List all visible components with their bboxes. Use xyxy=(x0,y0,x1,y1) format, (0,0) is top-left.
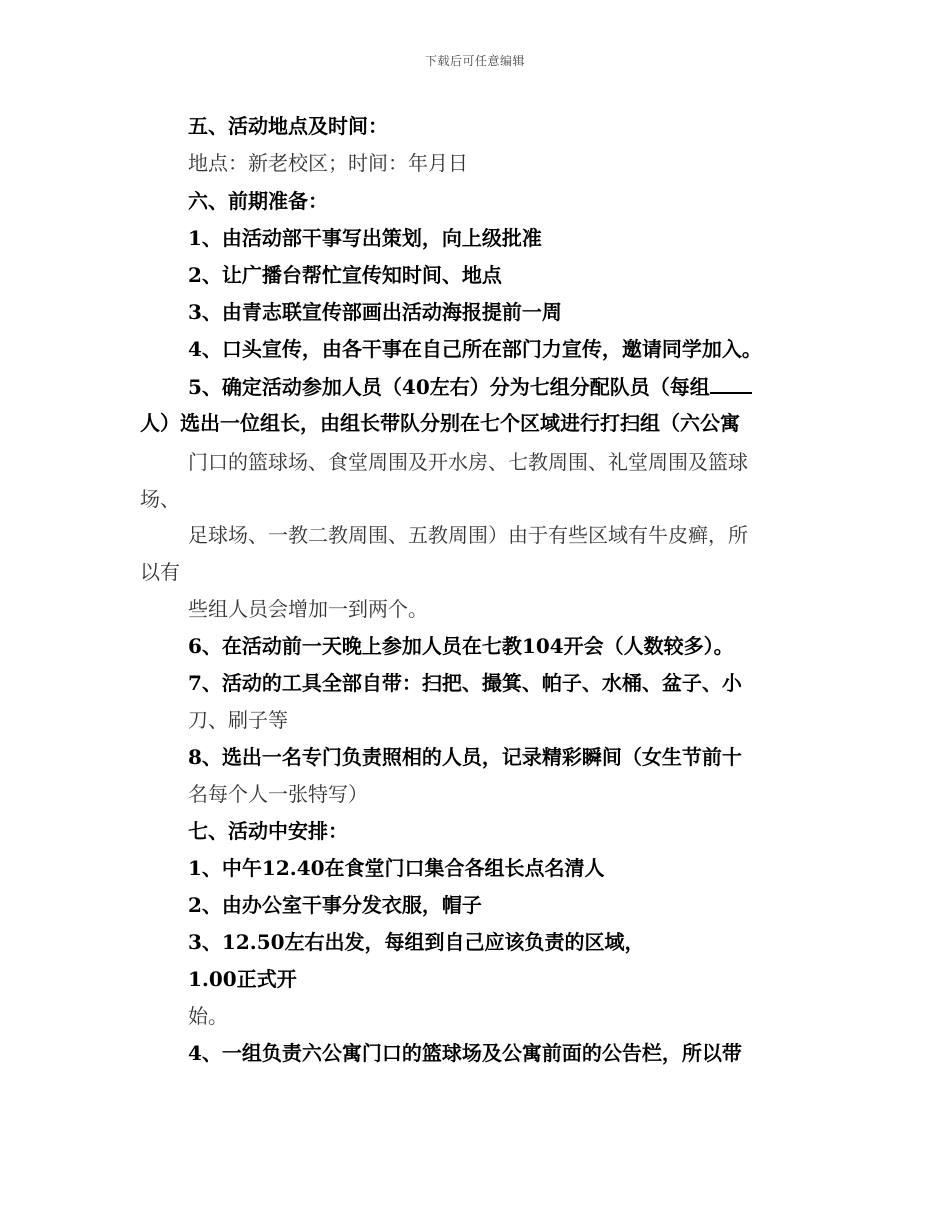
during-item-2: 2、由办公室干事分发衣服，帽子 xyxy=(188,893,482,917)
during-item-3-line-2: 1.00正式开 xyxy=(188,967,297,991)
prep-item-5-line-6: 以有 xyxy=(140,560,180,584)
section-heading-preparation: 六、前期准备： xyxy=(188,189,328,213)
during-item-3-line-3: 始。 xyxy=(188,1004,228,1028)
during-item-3-line-1: 3、12.50左右出发，每组到自己应该负责的区域， xyxy=(188,930,645,954)
location-time-text: 地点：新老校区；时间：年月日 xyxy=(188,151,468,175)
page-header: 下载后可任意编辑 xyxy=(424,54,525,68)
prep-item-3: 3、由青志联宣传部画出活动海报提前一周 xyxy=(188,300,562,324)
prep-item-5-line-4: 场、 xyxy=(140,487,180,511)
section-heading-during-activity: 七、活动中安排： xyxy=(188,819,348,843)
during-item-4: 4、一组负责六公寓门口的篮球场及公寓前面的公告栏，所以带 xyxy=(188,1041,742,1065)
prep-item-5-line-2: 人）选出一位组长，由组长带队分别在七个区域进行打扫组（六公寓 xyxy=(140,411,740,435)
prep-item-5-line-3: 门口的篮球场、食堂周围及开水房、七教周围、礼堂周围及篮球 xyxy=(188,450,748,474)
prep-item-5-text: 5、确定活动参加人员（40左右）分为七组分配队员（每组 xyxy=(188,375,710,399)
during-item-1: 1、中午12.40在食堂门口集合各组长点名清人 xyxy=(188,856,605,880)
fill-in-blank xyxy=(710,374,752,394)
prep-item-4: 4、口头宣传，由各干事在自己所在部门力宣传，邀请同学加入。 xyxy=(188,337,762,361)
prep-item-5-line-5: 足球场、一教二教周围、五教周围）由于有些区域有牛皮癣，所 xyxy=(188,523,748,547)
prep-item-5-line-1 xyxy=(188,374,752,399)
prep-item-8-line-2: 名每个人一张特写） xyxy=(188,782,368,806)
prep-item-7-line-1: 7、活动的工具全部自带：扫把、撮箕、帕子、水桶、盆子、小 xyxy=(188,671,742,695)
prep-item-8-line-1: 8、选出一名专门负责照相的人员，记录精彩瞬间（女生节前十 xyxy=(188,745,742,769)
prep-item-6: 6、在活动前一天晚上参加人员在七教104开会（人数较多）。 xyxy=(188,634,734,658)
prep-item-5-line-7: 些组人员会增加一到两个。 xyxy=(188,597,428,621)
prep-item-1: 1、由活动部干事写出策划，向上级批准 xyxy=(188,226,542,250)
section-heading-location-time: 五、活动地点及时间： xyxy=(188,114,388,138)
prep-item-2: 2、让广播台帮忙宣传知时间、地点 xyxy=(188,263,502,287)
prep-item-7-line-2: 刀、刷子等 xyxy=(188,708,288,732)
